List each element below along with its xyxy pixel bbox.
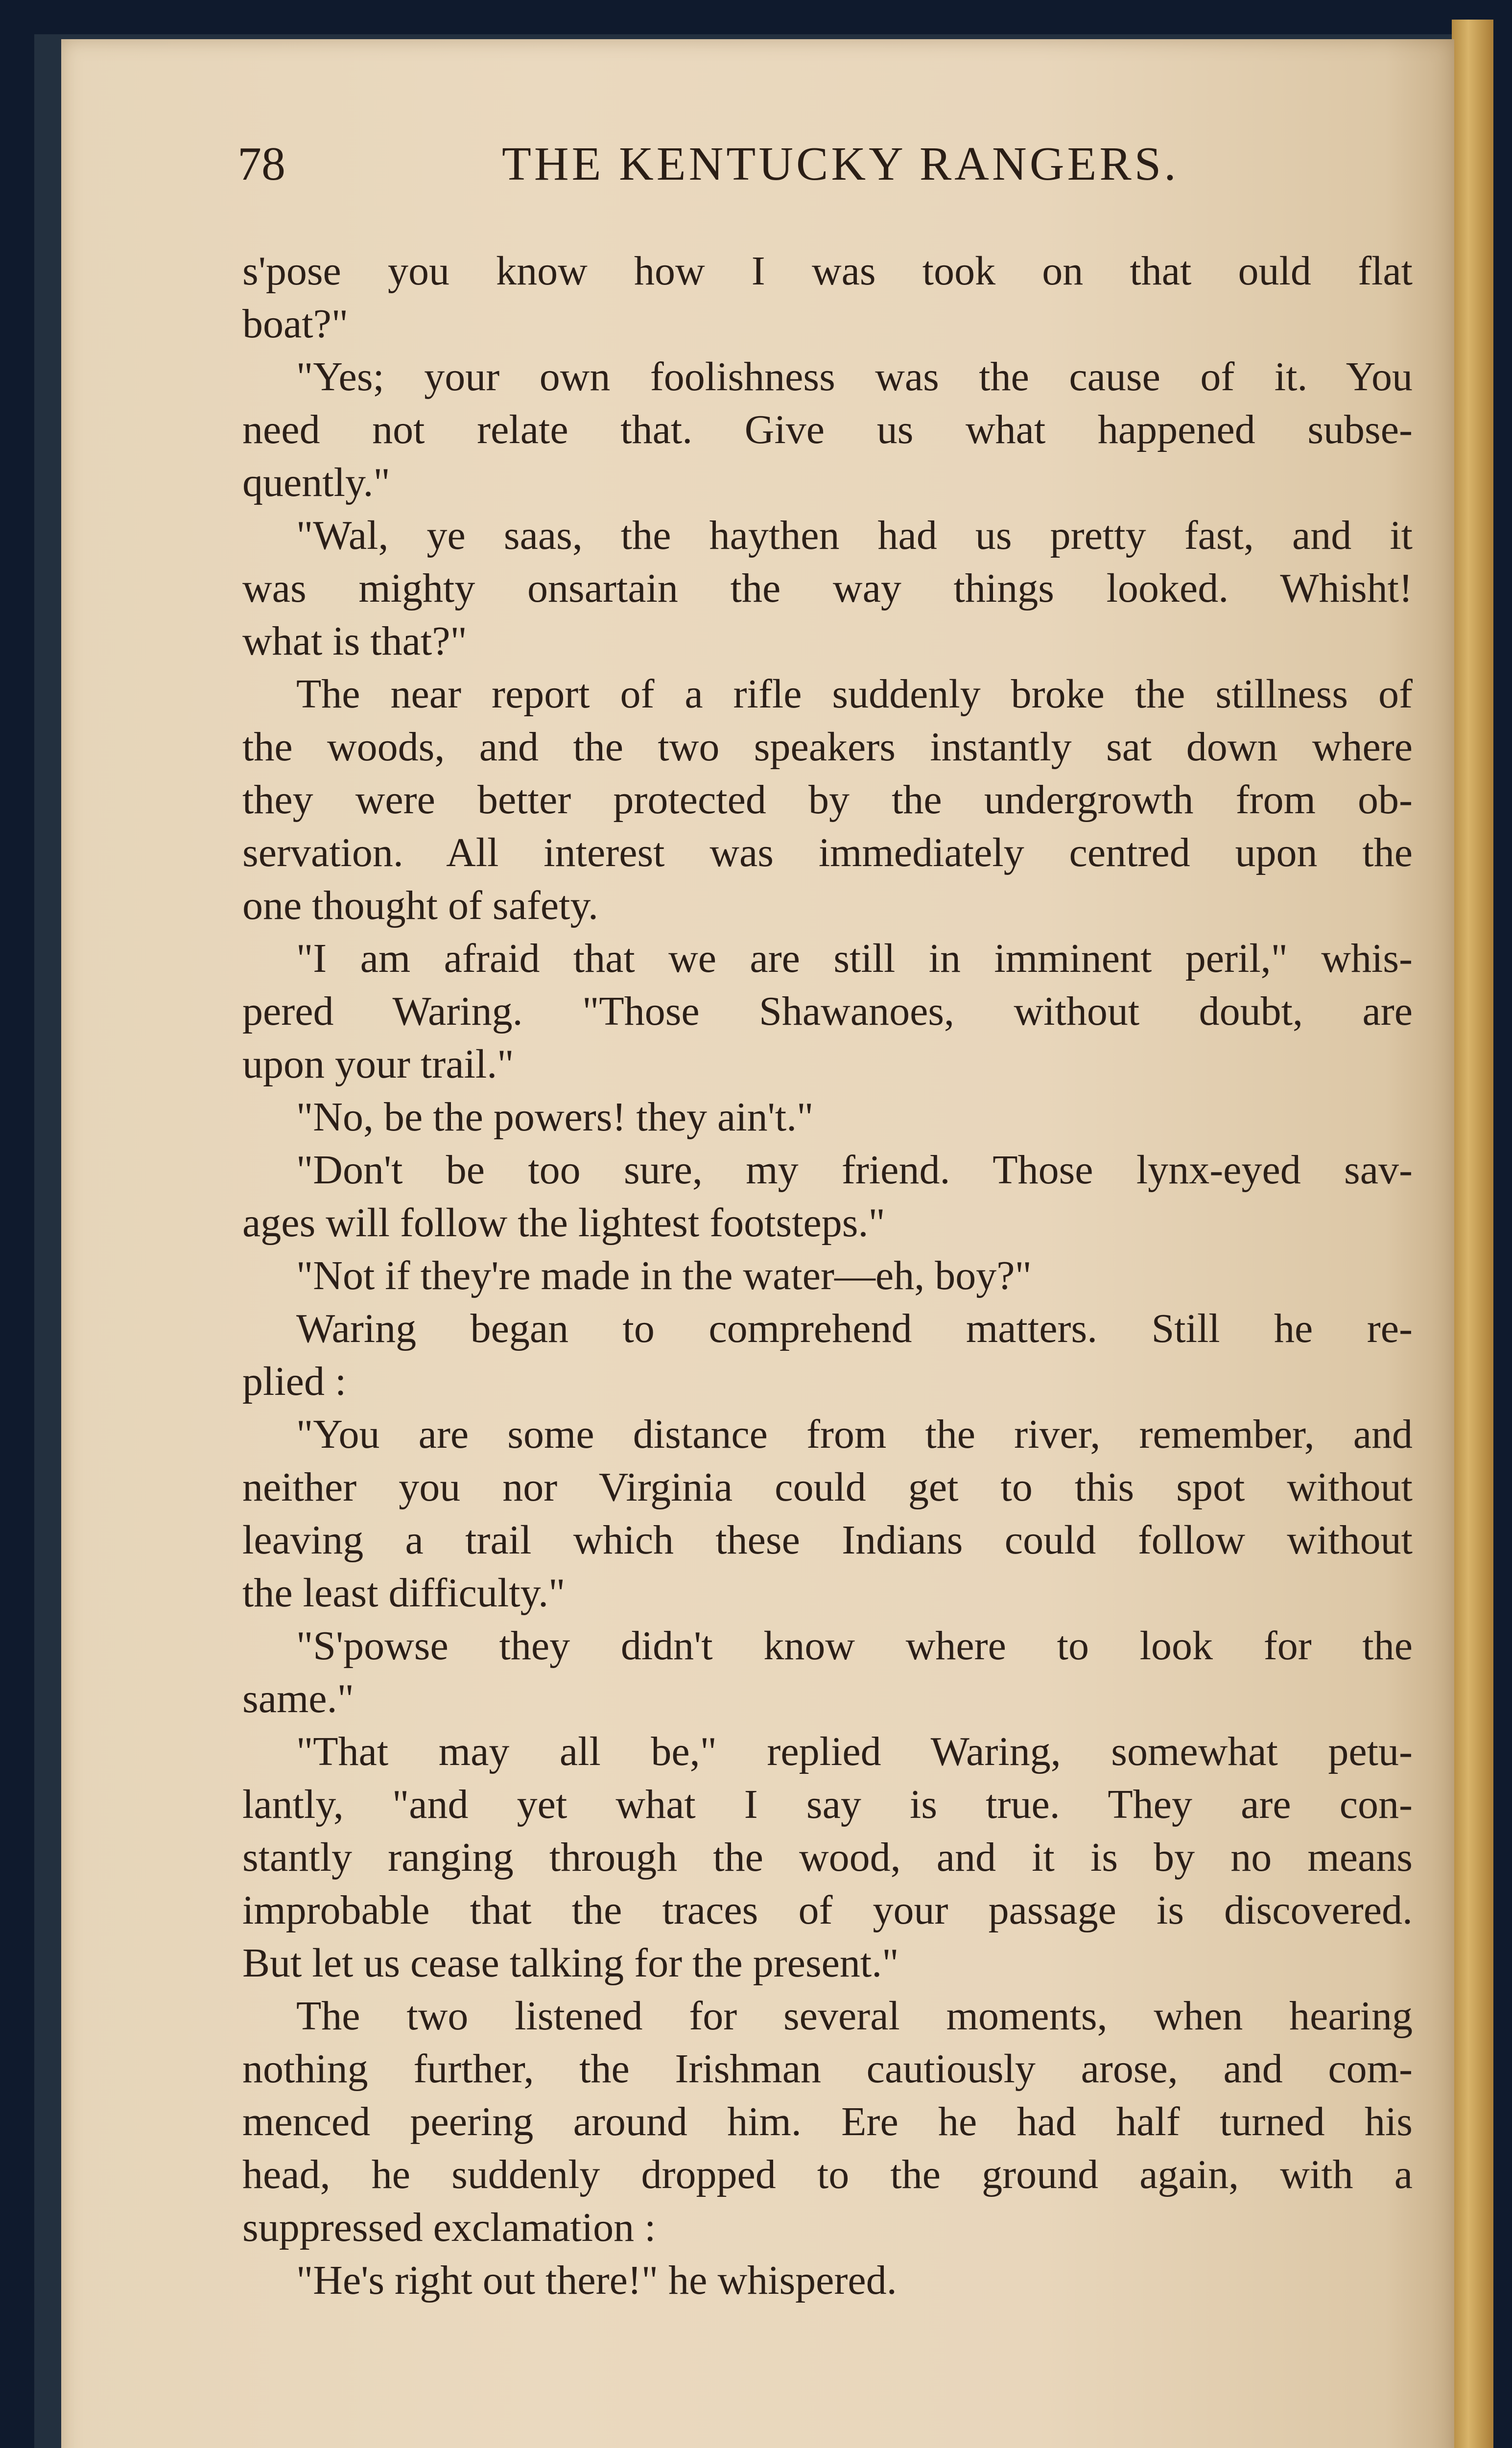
text-line: quently." (242, 460, 390, 505)
text-line: "He's right out there!" he whispered. (296, 2258, 897, 2303)
text-line: leaving a trail which these Indians could follow without (242, 1517, 1413, 1563)
text-line: "Don't be too sure, my friend. Those lynx-eyed sav- (296, 1147, 1413, 1193)
text-line: neither you nor Virginia could get to this spot without (242, 1464, 1413, 1510)
text-line: suppressed exclamation : (242, 2205, 656, 2250)
text-line: improbable that the traces of your passage is discovered. (242, 1887, 1413, 1933)
text-line: what is that?" (242, 618, 467, 664)
text-line: ages will follow the lightest footsteps." (242, 1200, 885, 1246)
text-line: they were better protected by the undergrowth from ob- (242, 777, 1413, 823)
book-spine-edge (1452, 20, 1493, 2448)
page-number: 78 (237, 138, 285, 190)
text-line: the least difficulty." (242, 1570, 566, 1616)
book-page (61, 39, 1454, 2448)
text-line: nothing further, the Irishman cautiously arose, and com- (242, 2046, 1413, 2092)
text-line: servation. All interest was immediately centred upon the (242, 830, 1413, 875)
text-line: The near report of a rifle suddenly broke the stillness of (296, 671, 1413, 717)
text-line: "That may all be," replied Waring, somewhat petu- (296, 1729, 1413, 1774)
text-line: menced peering around him. Ere he had half turned his (242, 2099, 1413, 2144)
text-line: Waring began to comprehend matters. Still he re- (296, 1306, 1413, 1351)
text-line: the woods, and the two speakers instantly sat down where (242, 724, 1413, 770)
text-line: was mighty onsartain the way things looked. Whisht! (242, 565, 1413, 611)
body-text (242, 245, 1413, 2307)
text-line: one thought of safety. (242, 883, 599, 928)
text-line: "Wal, ye saas, the haythen had us pretty fast, and it (296, 513, 1413, 558)
text-line: The two listened for several moments, when hearing (296, 1993, 1413, 2039)
text-line: But let us cease talking for the present." (242, 1940, 899, 1986)
text-line: need not relate that. Give us what happened subse- (242, 407, 1413, 452)
running-title: THE KENTUCKY RANGERS. (502, 138, 1179, 190)
page-header (61, 127, 1454, 201)
text-line: "Not if they're made in the water—eh, boy?" (296, 1253, 1032, 1298)
text-line: same." (242, 1676, 354, 1721)
text-line: pered Waring. "Those Shawanoes, without doubt, are (242, 989, 1413, 1034)
text-line: stantly ranging through the wood, and it is by no means (242, 1835, 1413, 1880)
text-line: "No, be the powers! they ain't." (296, 1094, 814, 1140)
text-line: "Yes; your own foolishness was the cause of it. You (296, 354, 1413, 400)
text-line: s'pose you know how I was took on that ould flat (242, 248, 1413, 294)
text-line: "S'powse they didn't know where to look for the (296, 1623, 1413, 1669)
text-line: "You are some distance from the river, remember, and (296, 1412, 1413, 1457)
text-line: "I am afraid that we are still in imminent peril," whis- (296, 936, 1413, 981)
text-line: plied : (242, 1359, 347, 1404)
text-line: boat?" (242, 301, 349, 347)
text-line: head, he suddenly dropped to the ground again, with a (242, 2152, 1413, 2197)
text-line: lantly, "and yet what I say is true. They are con- (242, 1782, 1413, 1827)
text-line: upon your trail." (242, 1041, 514, 1087)
